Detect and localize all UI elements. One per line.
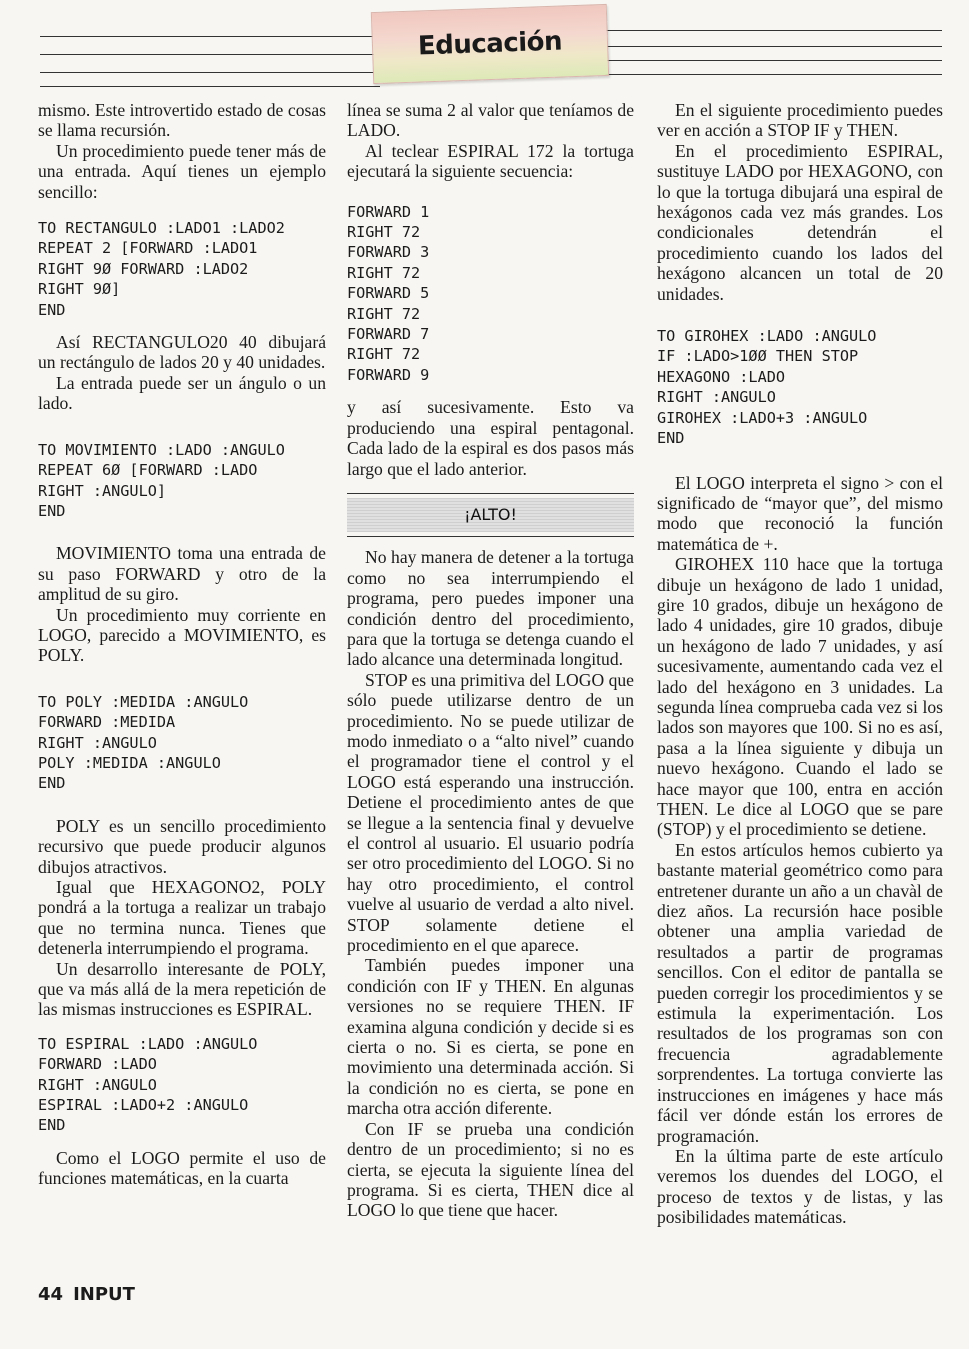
paragraph: MOVIMIENTO toma una entrada de su paso FORWARD y otro de la amplitud de su giro. bbox=[38, 543, 326, 605]
code-block-rectangulo: TO RECTANGULO :LADO1 :LADO2 REPEAT 2 [FORWARD :LADO1 RIGHT 9Ø FORWARD :LADO2 RIGHT 9Ø] END bbox=[38, 219, 285, 319]
paragraph: POLY es un sencillo procedimiento recursivo que puede producir algunos dibujos atractivos. bbox=[38, 815, 326, 877]
paragraph: El LOGO interpreta el signo > con el significado de “mayor que”, del mismo modo que reconoció la función matemática de +. bbox=[657, 472, 943, 554]
paragraph: Así RECTANGULO20 40 dibujará un rectángulo de lados 20 y 40 unidades. bbox=[38, 332, 326, 373]
paragraph: En el procedimiento ESPIRAL, sustituye LADO por HEXAGONO, con lo que la tortuga dibujará una espiral de hexágonos cada vez más grandes. Los condicionales detendrán el procedimiento cuando los lados del hexágono alcancen un total de 20 unidades. bbox=[657, 140, 943, 304]
paragraph: y así sucesivamente. Esto va produciendo una espiral pentagonal. Cada lado de la espiral es dos pasos más largo que el lado anterior. bbox=[347, 397, 634, 479]
header-rule-left-2 bbox=[40, 54, 380, 55]
code-block-poly: TO POLY :MEDIDA :ANGULO FORWARD :MEDIDA RIGHT :ANGULO POLY :MEDIDA :ANGULO END bbox=[38, 692, 249, 793]
alto-box bbox=[347, 493, 634, 537]
page-footer bbox=[38, 1284, 145, 1305]
column-1 bbox=[38, 100, 326, 1189]
paragraph: GIROHEX 110 hace que la tortuga dibuje un hexágono de lado 1 unidad, gire 10 grados, dibuje un hexágono de lado 4 unidades, gire 10 grados, dibuje un hexágono de lado 7 unidades, y así sucesivamente, aumentando cada vez el lado del hexágono en 3 unidades. La segunda línea comprueba cada vez si los lados son mayores que 100. Si no es así, pasa a la línea siguiente y dibuja un nuevo hexágono. Cuando el lado se hace mayor que 100, entra en acción THEN. Le dice al LOGO que se pare (STOP) y el procedimiento se detiene. bbox=[657, 554, 943, 840]
paragraph: Un desarrollo interesante de POLY, que va más allá de la mera repetición de las mismas instrucciones es ESPIRAL. bbox=[38, 958, 326, 1020]
header-rule-left-1 bbox=[40, 36, 380, 37]
header-rule-right-2 bbox=[600, 46, 942, 47]
code-block-girohex: TO GIROHEX :LADO :ANGULO IF :LADO>1ØØ THEN STOP HEXAGONO :LADO RIGHT :ANGULO GIROHEX :LADO+3 :ANGULO END bbox=[657, 327, 877, 448]
paragraph: En el siguiente procedimiento puedes ver en acción a STOP IF y THEN. bbox=[657, 100, 943, 141]
header-rule-left-4 bbox=[40, 86, 380, 87]
paragraph: línea se suma 2 al valor que teníamos de LADO. bbox=[347, 100, 634, 141]
header-rule-right-1 bbox=[600, 30, 942, 31]
code-block-movimiento: TO MOVIMIENTO :LADO :ANGULO REPEAT 6Ø [FORWARD :LADO RIGHT :ANGULO] END bbox=[38, 440, 285, 520]
paragraph: Con IF se prueba una condición dentro de un procedimiento; si no es cierta, se ejecuta la siguiente línea del programa. Si es cierta, THEN dice al LOGO lo que tiene que hacer. bbox=[347, 1118, 634, 1221]
paragraph: Como el LOGO permite el uso de funciones matemáticas, en la cuarta bbox=[38, 1147, 326, 1189]
column-2 bbox=[347, 100, 634, 1221]
paragraph: mismo. Este introvertido estado de cosas se llama recursión. bbox=[38, 100, 326, 141]
header-rule-left-3 bbox=[40, 72, 380, 73]
paragraph: Igual que HEXAGONO2, POLY pondrá a la tortuga a realizar un trabajo que no termina nunca. Tienes que detenerla interrumpiendo el programa. bbox=[38, 877, 326, 959]
page-number: 44 bbox=[38, 1284, 64, 1305]
section-banner bbox=[371, 4, 609, 84]
paragraph: Al teclear ESPIRAL 172 la tortuga ejecutará la siguiente secuencia: bbox=[347, 140, 634, 182]
code-block-espiral: TO ESPIRAL :LADO :ANGULO FORWARD :LADO RIGHT :ANGULO ESPIRAL :LADO+2 :ANGULO END bbox=[38, 1034, 258, 1135]
magazine-name: INPUT bbox=[73, 1284, 135, 1305]
code-block-secuencia: FORWARD 1 RIGHT 72 FORWARD 3 RIGHT 72 FORWARD 5 RIGHT 72 FORWARD 7 RIGHT 72 FORWARD 9 bbox=[347, 202, 430, 384]
paragraph: En estos artículos hemos cubierto ya bastante material geométrico como para entretener durante un año a un chavàl de diez años. La recursión hace posible obtener una amplia variedad de resultados a partir de programas sencillos. Con el editor de pantalla se pueden corregir los procedimientos y se estimula la experimentación. Los resultados de los programas son con frecuencia agradablemente sorprendentes. La tortuga convierte las instrucciones en imágenes y hace más fácil ver dónde están los errores de programación. bbox=[657, 839, 943, 1146]
header-rule-right-3 bbox=[600, 60, 942, 61]
paragraph: En la última parte de este artículo veremos los duendes del LOGO, el proceso de textos y de listas, y las posibilidades matemáticas. bbox=[657, 1145, 943, 1228]
column-3 bbox=[657, 100, 943, 1228]
alto-box-title: ¡ALTO! bbox=[347, 498, 634, 532]
section-title: Educación bbox=[417, 26, 563, 62]
paragraph: No hay manera de detener a la tortuga como no sea interrumpiendo el programa, pero puedes imponer una condición dentro del procedimiento, para que la tortuga se detenga cuando el lado alcance una determinada longitud. bbox=[347, 547, 634, 670]
paragraph: STOP es una primitiva del LOGO que sólo puede utilizarse dentro de un procedimiento. No se puede utilizar de modo inmediato o a “alto nivel” cuando el programador tiene el control y el LOGO está esperando una instrucción. Detiene el procedimiento antes de que se llegue a la sentencia final y devuelve el control al usuario. El usuario podría ser otro procedimiento del LOGO. Si no hay otro procedimiento, el control vuelve al usuario de verdad a alto nivel. STOP solamente detiene el procedimiento en el que aparece. bbox=[347, 669, 634, 956]
header-rule-right-4 bbox=[600, 74, 942, 75]
paragraph: También puedes imponer una condición con IF y THEN. En algunas versiones no se requiere THEN. IF examina alguna condición y decide si es cierta o no. Si es cierta, se pone en movimiento una determinada acción. Si la condición no es cierta, se pone en marcha otra acción diferente. bbox=[347, 955, 634, 1119]
paragraph: La entrada puede ser un ángulo o un lado. bbox=[38, 372, 326, 414]
paragraph: Un procedimiento muy corriente en LOGO, parecido a MOVIMIENTO, es POLY. bbox=[38, 604, 326, 666]
paragraph: Un procedimiento puede tener más de una entrada. Aquí tienes un ejemplo sencillo: bbox=[38, 140, 326, 202]
